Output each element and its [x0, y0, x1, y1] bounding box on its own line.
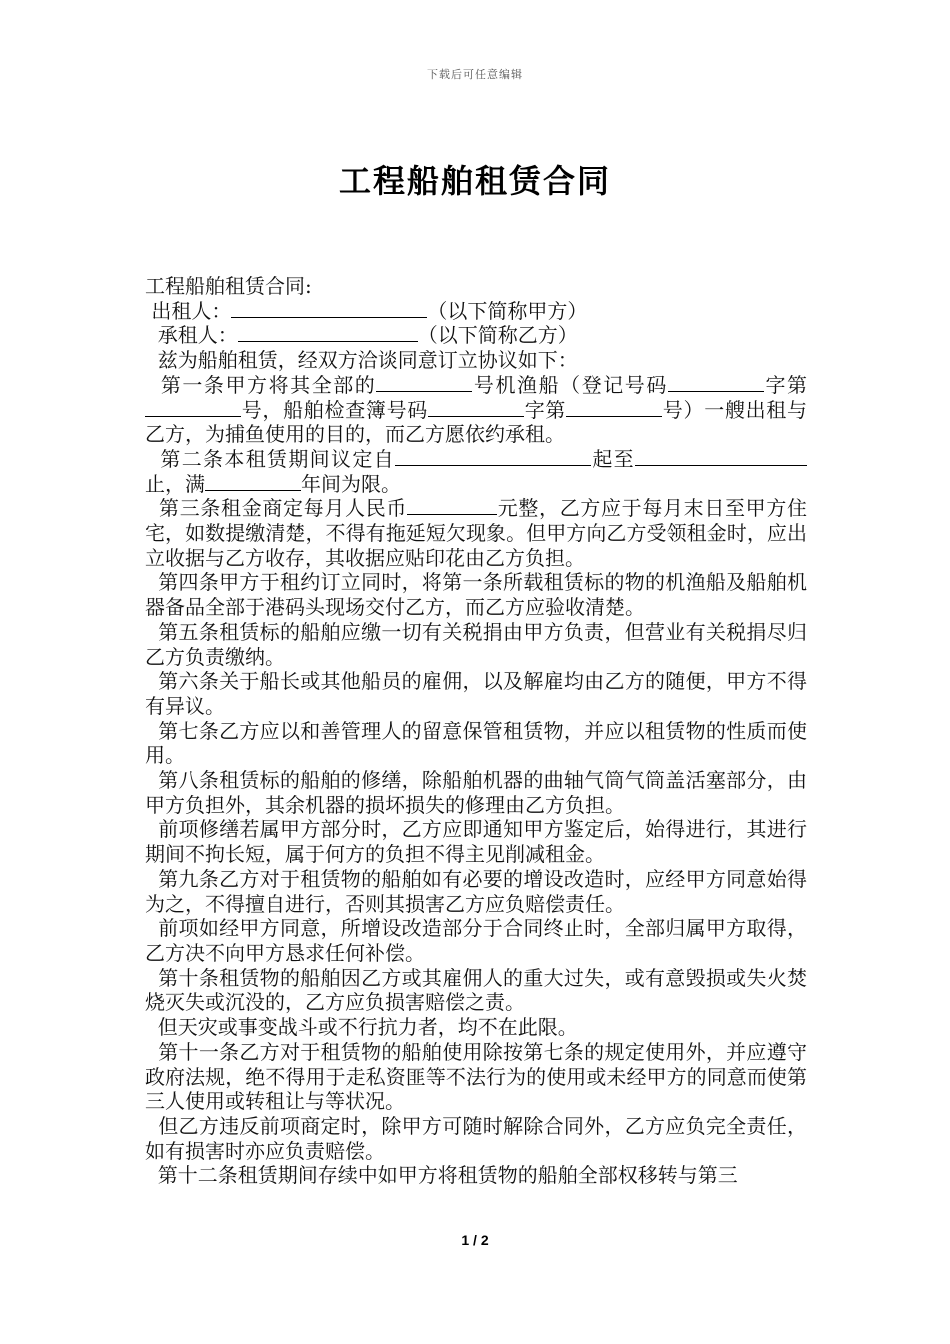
article-8-text: 第八条租赁标的船舶的修缮，除船舶机器的曲轴气筒气筒盖活塞部分，由甲方负担外，其余机器的损坏损失的修理由乙方负担。 — [145, 768, 807, 817]
article-6-text: 第六条关于船长或其他船员的雇佣，以及解雇均由乙方的随便，甲方不得有异议。 — [145, 669, 807, 718]
inspection-serial-blank — [566, 398, 662, 417]
article-2 — [145, 447, 807, 496]
vessel-number-blank — [376, 373, 472, 392]
lessee-note: （以下简称乙方） — [417, 323, 578, 348]
article-1-text: 号）一艘出租与乙方，为捕鱼使用的目的，而乙方愿依约承租。 — [145, 397, 808, 447]
registration-number-blank — [668, 373, 764, 392]
lessee-blank — [238, 323, 418, 342]
article-9-text: 第九条乙方对于租赁物的船舶如有必要的增设改造时，应经甲方同意始得为之，不得擅自进行，否则其损害乙方应负赔偿责任。 — [145, 866, 807, 916]
article-5-text: 第五条租赁标的船舶应缴一切有关税捐由甲方负责，但营业有关税捐尽归乙方负责缴纳。 — [145, 619, 807, 669]
article-5 — [145, 620, 807, 669]
lessor-note: （以下简称甲方） — [427, 298, 588, 323]
lessor-line — [145, 299, 807, 324]
lessor-blank — [231, 299, 427, 318]
article-11-clause-2 — [145, 1114, 807, 1163]
article-4 — [145, 570, 807, 619]
article-2-text: 第二条本租赁期间议定自 — [145, 446, 396, 471]
article-11-clause-2-text: 但乙方违反前项商定时，除甲方可随时解除合同外，乙方应负完全责任，如有损害时亦应负责赔偿。 — [145, 1113, 807, 1163]
article-8 — [145, 768, 807, 817]
intro-heading — [145, 274, 807, 299]
article-4-text: 第四条甲方于租约订立同时，将第一条所载租赁标的物的机渔船及船舶机器备品全部于港码头现场交付乙方，而乙方应验收清楚。 — [145, 570, 807, 620]
article-9-clause-2 — [145, 916, 807, 965]
article-2-text: 止，满 — [145, 471, 205, 496]
article-1-text: 号，船舶检查簿号码 — [241, 397, 428, 422]
term-years-blank — [205, 472, 301, 491]
page-number: 1 / 2 — [461, 1232, 489, 1248]
article-10-clause-2 — [145, 1015, 807, 1040]
article-12-text: 第十二条租赁期间存续中如甲方将租赁物的船舶全部权移转与第三 — [145, 1163, 738, 1188]
article-10 — [145, 966, 807, 1015]
header-note: 下载后可任意编辑 — [427, 68, 523, 81]
article-3 — [145, 496, 807, 570]
article-2-text: 起至 — [591, 446, 636, 471]
article-1-text: 号机渔船（登记号码 — [472, 372, 668, 397]
article-8-clause-2-text: 前项修缮若属甲方部分时，乙方应即通知甲方鉴定后，始得进行，其进行期间不拘长短，属于何方的负担不得主见削减租金。 — [145, 817, 807, 867]
article-3-text: 第三条租金商定每月人民币 — [145, 496, 408, 521]
document-title: 工程船舶租赁合同 — [338, 162, 611, 200]
article-1-text: 第一条甲方将其全部的 — [145, 372, 377, 397]
document-body — [145, 274, 807, 1188]
preamble — [145, 348, 807, 373]
preamble-text: 兹为船舶租赁，经双方洽谈同意订立协议如下： — [145, 348, 578, 373]
rent-amount-blank — [407, 496, 497, 515]
article-11 — [145, 1040, 807, 1114]
article-9 — [145, 867, 807, 916]
article-9-clause-2-text: 前项如经甲方同意，所增设改造部分于合同终止时，全部归属甲方取得，乙方决不向甲方恳求任何补偿。 — [145, 916, 807, 965]
article-10-clause-2-text: 但天灾或事变战斗或不行抗力者，均不在此限。 — [145, 1015, 578, 1040]
lessor-label: 出租人： — [145, 298, 232, 323]
article-7 — [145, 719, 807, 768]
article-11-text: 第十一条乙方对于租赁物的船舶使用除按第七条的规定使用外，并应遵守政府法规，绝不得用于走私资匪等不法行为的使用或未经甲方的同意而使第三人使用或转租让与等状况。 — [145, 1039, 807, 1114]
article-6 — [145, 669, 807, 718]
inspection-book-blank — [428, 398, 524, 417]
start-date-blank — [395, 447, 591, 466]
registration-serial-blank — [145, 398, 241, 417]
article-8-clause-2 — [145, 817, 807, 866]
article-10-text: 第十条租赁物的船舶因乙方或其雇佣人的重大过失，或有意毁损或失火焚烧灭失或沉没的，乙方应负损害赔偿之责。 — [145, 965, 807, 1015]
article-2-text: 年间为限。 — [301, 471, 401, 496]
article-3-text: 元整，乙方应于每月末日至甲方住宅，如数提缴清楚，不得有拖延短欠现象。但甲方向乙方受领租金时，应出立收据与乙方收存，其收据应贴印花由乙方负担。 — [145, 496, 808, 570]
lessee-label: 承租人： — [145, 323, 238, 348]
article-1-text: 字第 — [763, 372, 808, 397]
article-1-text: 字第 — [524, 397, 567, 422]
lessee-line — [145, 323, 807, 348]
end-date-blank — [635, 447, 807, 466]
article-12 — [145, 1163, 807, 1188]
intro-heading-text: 工程船舶租赁合同: — [145, 274, 312, 298]
article-7-text: 第七条乙方应以和善管理人的留意保管租赁物，并应以租赁物的性质而使用。 — [145, 718, 807, 768]
article-1 — [145, 373, 807, 447]
